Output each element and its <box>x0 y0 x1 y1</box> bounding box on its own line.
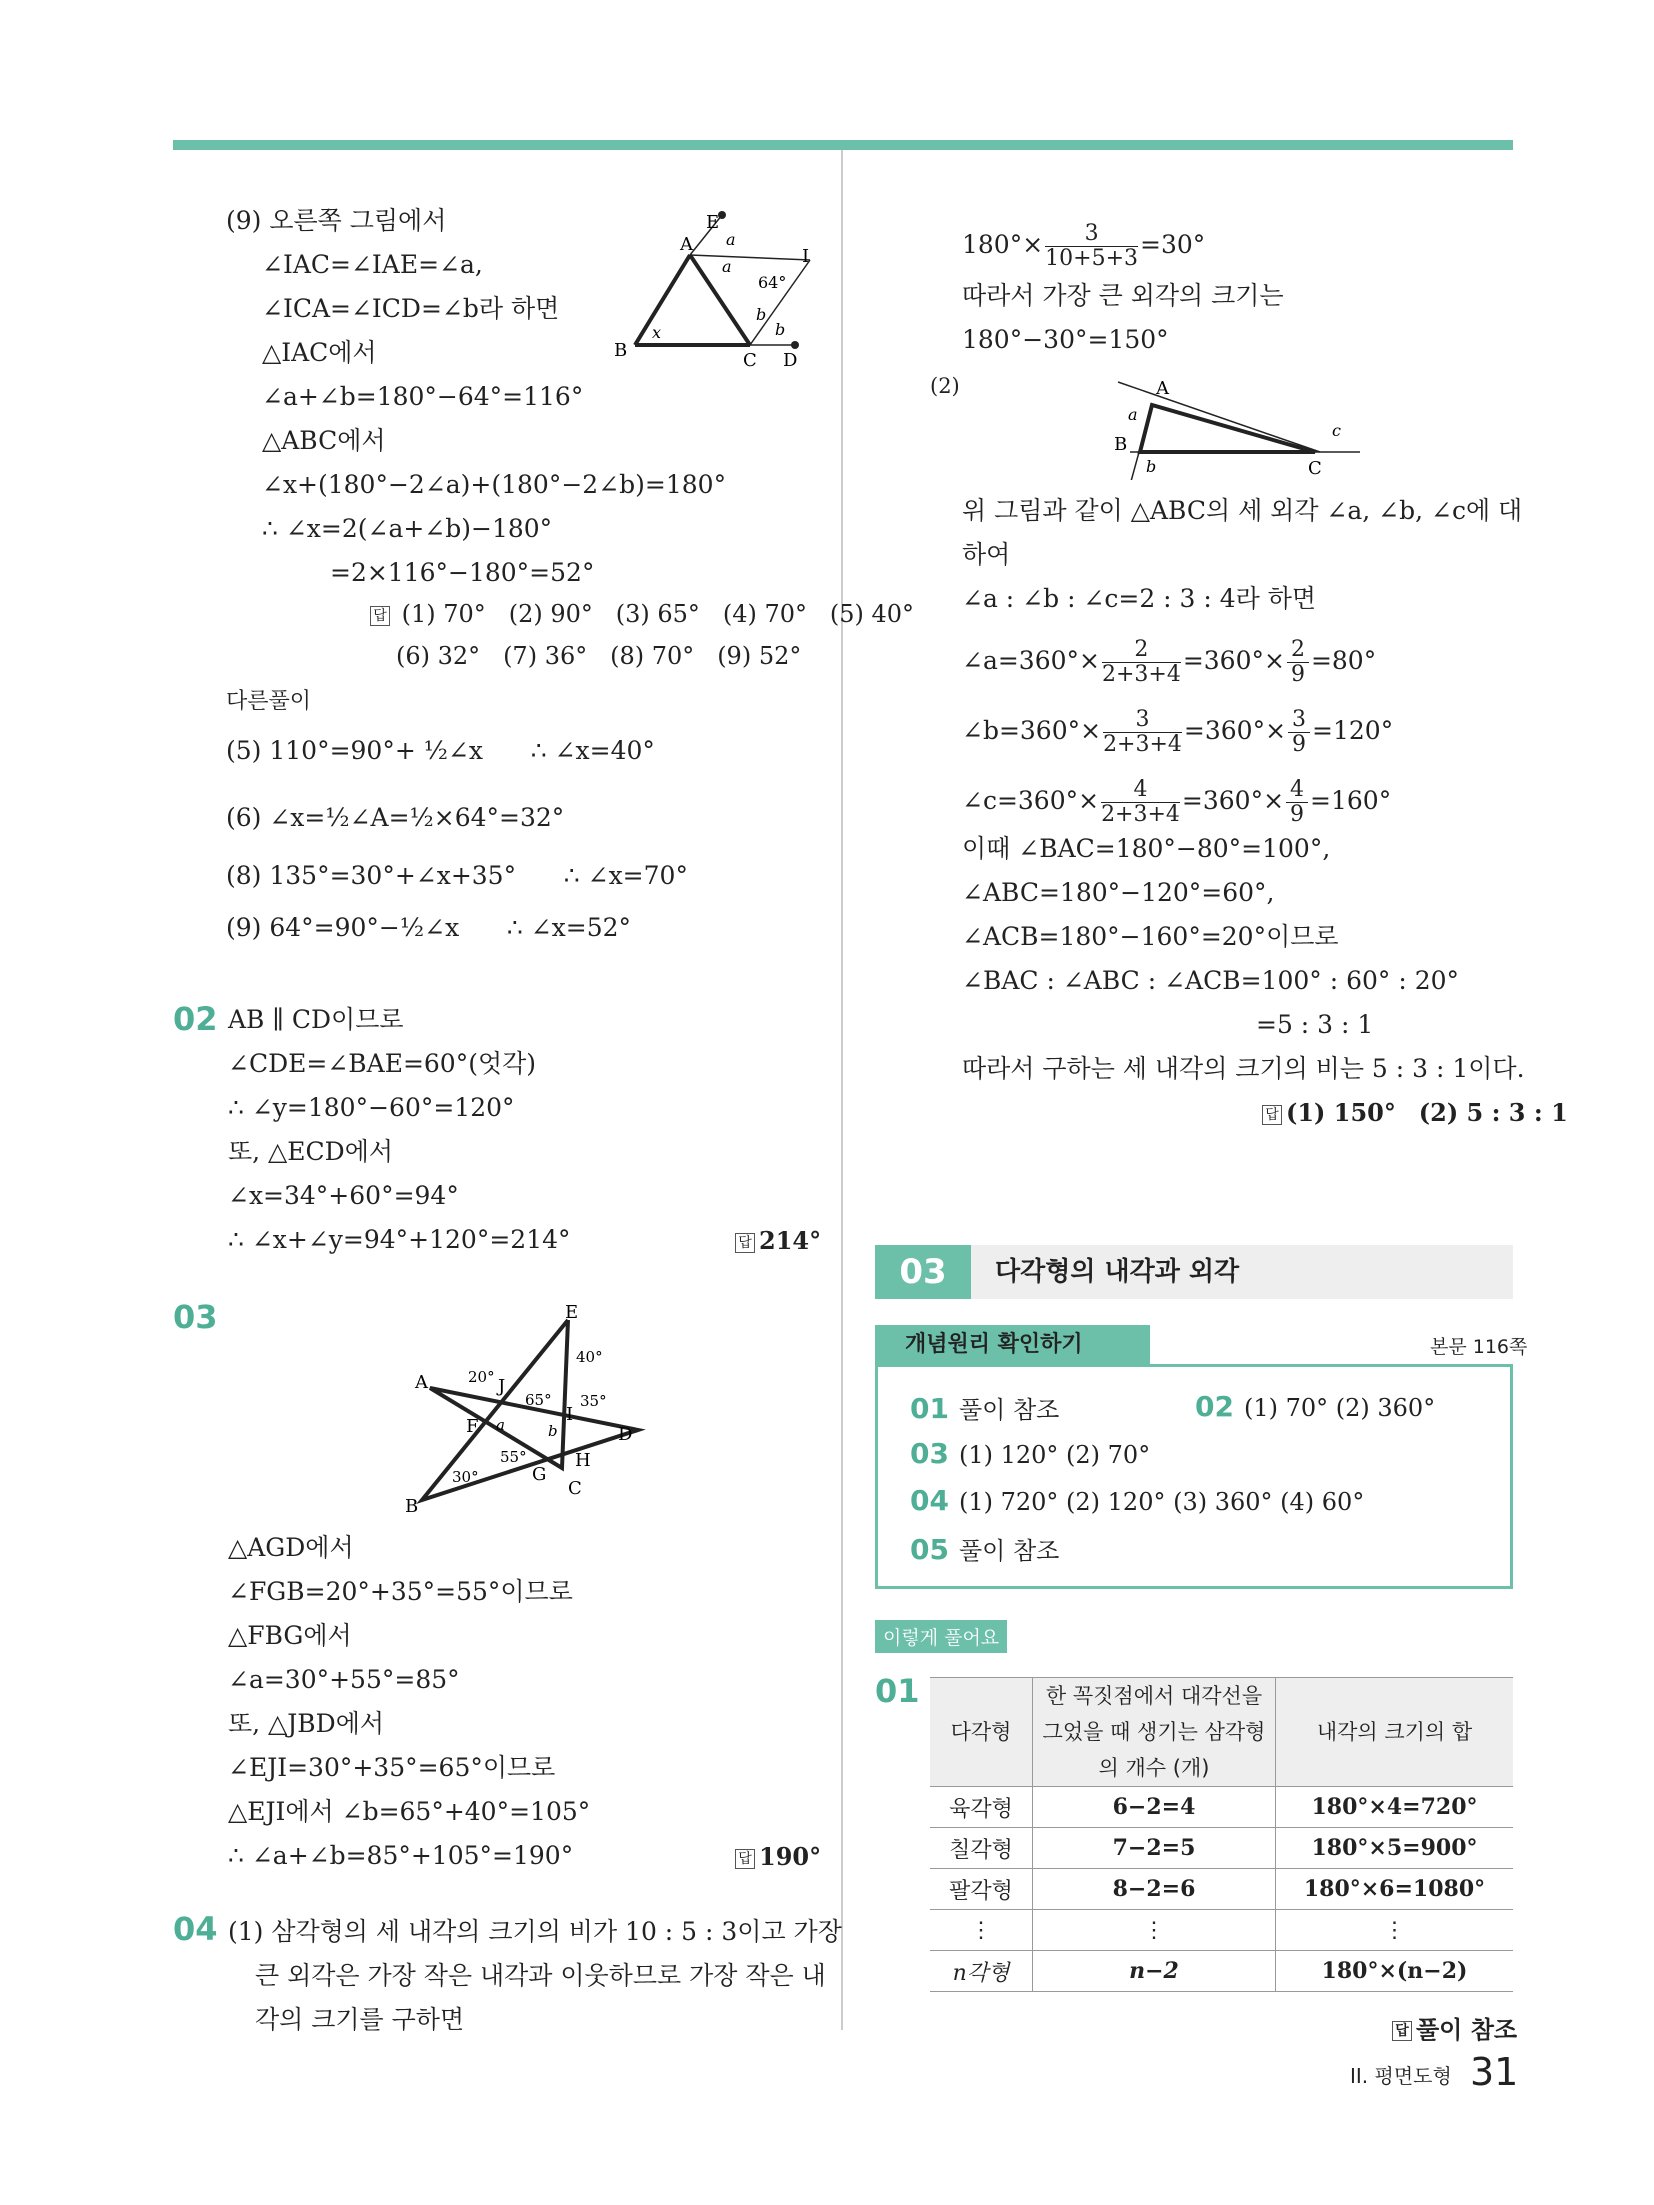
table-cell: 180°×4=720° <box>1276 1787 1514 1828</box>
page-reference: 본문 116쪽 <box>1430 1336 1528 1358</box>
fig1-edge <box>690 255 810 260</box>
q02-line: ∴ ∠x+∠y=94°+120°=214° <box>228 1225 571 1254</box>
item-text: 풀이 참조 <box>958 1396 1060 1424</box>
fig1-label: C <box>743 350 757 370</box>
fig1-label: I <box>802 246 810 267</box>
table-row <box>930 1910 1513 1951</box>
r-line: ∠BAC : ∠ABC : ∠ACB=100° : 60° : 20° <box>962 966 1460 995</box>
alt-text: ½×64°=32° <box>409 803 565 832</box>
fig3-label: F <box>466 1416 479 1437</box>
r-line: 이때 ∠BAC=180°−80°=100°, <box>962 834 1331 863</box>
q04-line: 각의 크기를 구하면 <box>255 2005 465 2034</box>
answer-mark: 답 <box>1392 2021 1412 2041</box>
right-answers <box>1262 1098 1568 1127</box>
p9-line: ∠IAC=∠IAE=∠a, <box>262 250 483 279</box>
fig3-label: 55° <box>500 1448 527 1466</box>
fig3-label: I <box>566 1404 574 1425</box>
item-number: 01 <box>910 1392 949 1425</box>
frac-num: 4 <box>1286 778 1308 803</box>
table-cell: 180°×(n−2) <box>1276 1951 1514 1992</box>
table-row <box>930 1828 1513 1869</box>
problem-number: 02 <box>173 1000 218 1038</box>
figure-triangle-abc <box>1110 370 1370 480</box>
fig1-label: a <box>722 257 732 276</box>
alt-text: ½∠x <box>423 736 484 765</box>
p9-line: △IAC에서 <box>262 338 377 367</box>
answer-mark: 답 <box>1262 1105 1282 1125</box>
r-text: ∠c=360°× <box>962 786 1100 815</box>
fig3-label: 65° <box>525 1391 552 1409</box>
item-number: 03 <box>910 1437 949 1470</box>
r-text: =80° <box>1310 646 1377 675</box>
concept-item <box>910 1484 1364 1517</box>
table-cell: 육각형 <box>930 1787 1033 1828</box>
q04-line: 큰 외각은 가장 작은 내각과 이웃하므로 가장 작은 내 <box>255 1961 826 1990</box>
r-text: =160° <box>1310 786 1392 815</box>
answer-value: (1) 150° <box>1286 1098 1396 1127</box>
r-text: 180°× <box>962 230 1044 259</box>
fig1-label: a <box>726 230 736 249</box>
frac-num: 3 <box>1103 708 1182 733</box>
fraction <box>1103 708 1182 757</box>
column-divider <box>841 150 843 2030</box>
answer-item: (3) 65° <box>615 600 700 628</box>
table-cell: 팔각형 <box>930 1869 1033 1910</box>
problem-number: 01 <box>875 1672 920 1710</box>
q02-line: 또, △ECD에서 <box>228 1137 393 1166</box>
table-cell: 8−2=6 <box>1033 1869 1276 1910</box>
alt-text: ½∠x <box>399 913 460 942</box>
fig3-label: 20° <box>468 1368 495 1386</box>
alt-text: (6) ∠x= <box>226 803 326 832</box>
frac-num: 2 <box>1102 638 1181 663</box>
alt-text: (8) 135°=30°+∠x+35° <box>226 861 517 890</box>
table-header: 내각의 크기의 합 <box>1276 1678 1514 1787</box>
r-text: =360°× <box>1183 716 1287 745</box>
q03-line: △FBG에서 <box>228 1621 352 1650</box>
fraction <box>1287 638 1309 687</box>
fig3-label: B <box>405 1496 419 1517</box>
answer-mark: 답 <box>735 1849 755 1869</box>
fig2-label: a <box>1128 405 1138 424</box>
r-frac-line-c <box>962 778 1391 827</box>
answer-item: (4) 70° <box>722 600 807 628</box>
r-text: =360°× <box>1182 646 1285 675</box>
r-text: ∠a=360°× <box>962 646 1100 675</box>
p9-line: (9) 오른쪽 그림에서 <box>226 206 447 235</box>
frac-num: 3 <box>1045 222 1138 247</box>
answer-mark: 답 <box>735 1233 755 1253</box>
q02-answer <box>735 1226 821 1255</box>
table-row <box>930 1869 1513 1910</box>
q03-line: ∠FGB=20°+35°=55°이므로 <box>228 1577 573 1606</box>
table-row <box>930 1951 1513 1992</box>
fig1-edge <box>635 255 690 345</box>
q03-line: ∴ ∠a+∠b=85°+105°=190° <box>228 1841 574 1870</box>
frac-num: 2 <box>1287 638 1309 663</box>
answer-value: 190° <box>759 1842 822 1871</box>
item-number: 05 <box>910 1533 949 1566</box>
part-label: (2) <box>930 374 960 398</box>
p9-line: ∠x+(180°−2∠a)+(180°−2∠b)=180° <box>262 470 727 499</box>
answer-item: (5) 40° <box>829 600 915 628</box>
alt-line-8 <box>226 860 688 892</box>
answer-value: 풀이 참조 <box>1416 2016 1518 2044</box>
table-answer <box>1392 2010 1517 2045</box>
q02-line: ∴ ∠y=180°−60°=120° <box>228 1093 515 1122</box>
answer-item: (8) 70° <box>610 642 695 670</box>
table-cell: 6−2=4 <box>1033 1787 1276 1828</box>
alt-line-5 <box>226 735 655 767</box>
table-row <box>930 1787 1513 1828</box>
fig3-label: 35° <box>580 1392 607 1410</box>
answer-row-2 <box>396 642 801 670</box>
table-cell: n각형 <box>930 1951 1033 1992</box>
q02-line: AB ∥ CD이므로 <box>228 1005 404 1034</box>
item-text: 풀이 참조 <box>958 1537 1060 1565</box>
answer-row-1 <box>370 600 914 628</box>
r-text: ∠b=360°× <box>962 716 1102 745</box>
frac-den: 2+3+4 <box>1103 732 1182 757</box>
fig1-label: b <box>756 305 767 324</box>
item-text: (1) 720° (2) 120° (3) 360° (4) 60° <box>958 1488 1365 1516</box>
r-frac-line-a <box>962 638 1376 687</box>
q03-line: △EJI에서 ∠b=65°+40°=105° <box>228 1797 591 1826</box>
fig1-point <box>718 211 726 219</box>
q04-line: (1) 삼각형의 세 내각의 크기의 비가 10 : 5 : 3이고 가장 <box>228 1917 842 1946</box>
frac-num: 3 <box>1288 708 1310 733</box>
section-number: 03 <box>875 1245 971 1299</box>
fig1-label: B <box>614 340 628 361</box>
q03-line: 또, △JBD에서 <box>228 1709 385 1738</box>
fig2-label: C <box>1308 458 1322 479</box>
frac-den: 9 <box>1290 802 1305 827</box>
page-number: 31 <box>1470 2050 1519 2094</box>
answer-item: (9) 52° <box>717 642 802 670</box>
problem-number: 03 <box>173 1298 218 1336</box>
problem-number: 04 <box>173 1910 218 1948</box>
fig3-label: G <box>532 1464 547 1485</box>
p9-line: △ABC에서 <box>262 426 386 455</box>
q03-line: ∠EJI=30°+35°=65°이므로 <box>228 1753 556 1782</box>
answer-value: 214° <box>759 1226 822 1255</box>
frac-den: 2+3+4 <box>1101 662 1181 687</box>
concept-item <box>1195 1390 1435 1423</box>
q03-line: ∠a=30°+55°=85° <box>228 1665 460 1694</box>
fraction <box>1101 778 1180 827</box>
frac-den: 10+5+3 <box>1045 246 1139 271</box>
fig1-label: x <box>652 323 662 342</box>
alt-text: ∴ ∠x=52° <box>506 913 632 942</box>
table-cell: 7−2=5 <box>1033 1828 1276 1869</box>
answer-item: (2) 90° <box>508 600 593 628</box>
q03-line: △AGD에서 <box>228 1533 354 1562</box>
r-text: =360°× <box>1181 786 1285 815</box>
fig3-label: H <box>575 1450 591 1471</box>
fig3-label: 30° <box>452 1468 479 1486</box>
figure-triangle-aic <box>610 210 820 370</box>
table-cell: 180°×6=1080° <box>1276 1869 1514 1910</box>
explain-tag: 이렇게 풀어요 <box>875 1620 1007 1653</box>
q03-answer <box>735 1842 821 1871</box>
alt-text: ∴ ∠x=40° <box>530 736 655 765</box>
table-cell: ⋮ <box>930 1910 1033 1951</box>
alt-text: ∴ ∠x=70° <box>563 861 688 890</box>
fig3-label: J <box>498 1376 506 1397</box>
table-cell: n−2 <box>1033 1951 1276 1992</box>
fraction <box>1102 638 1181 687</box>
r-line: 따라서 구하는 세 내각의 크기의 비는 5 : 3 : 1이다. <box>962 1054 1525 1083</box>
fig3-label: C <box>568 1478 582 1499</box>
r-frac-line-b <box>962 708 1393 757</box>
q02-line: ∠CDE=∠BAE=60°(엇각) <box>228 1049 537 1078</box>
table-cell: 180°×5=900° <box>1276 1828 1514 1869</box>
fig2-label: b <box>1146 457 1157 476</box>
q02-line: ∠x=34°+60°=94° <box>228 1181 459 1210</box>
fig1-edge <box>690 255 750 345</box>
fig2-label: c <box>1332 421 1341 440</box>
fig3-label: b <box>548 1422 558 1440</box>
r-line: 하여 <box>962 540 1011 569</box>
concept-item <box>910 1437 1150 1470</box>
item-text: (1) 70° (2) 360° <box>1243 1394 1436 1422</box>
frac-den: 9 <box>1290 662 1305 687</box>
answer-item: (6) 32° <box>396 642 481 670</box>
fig1-label: A <box>680 234 693 255</box>
p9-line: =2×116°−180°=52° <box>330 558 595 587</box>
alt-text: (5) 110°=90°+ <box>226 736 416 765</box>
fig3-label: A <box>415 1372 428 1393</box>
r-text: =30° <box>1140 230 1206 259</box>
fig3-label: D <box>618 1424 633 1445</box>
answer-item: (7) 36° <box>503 642 588 670</box>
r-frac-line <box>962 222 1205 271</box>
chapter-label: II. 평면도형 <box>1350 2064 1452 2088</box>
top-accent-bar <box>173 140 1513 150</box>
alt-line-6 <box>226 802 564 834</box>
fraction <box>1045 222 1138 271</box>
table-cell: ⋮ <box>1033 1910 1276 1951</box>
alt-text: ½∠A= <box>325 803 410 832</box>
r-text: =120° <box>1312 716 1394 745</box>
r-line: 위 그림과 같이 △ABC의 세 외각 ∠a, ∠b, ∠c에 대 <box>962 496 1523 525</box>
concept-tab: 개념원리 확인하기 <box>875 1325 1150 1365</box>
frac-num: 4 <box>1101 778 1180 803</box>
r-line: ∠a : ∠b : ∠c=2 : 3 : 4라 하면 <box>962 584 1317 613</box>
answer-value: (2) 5 : 3 : 1 <box>1418 1098 1568 1127</box>
fig3-label: a <box>496 1416 505 1434</box>
concept-item <box>910 1531 1059 1566</box>
table-cell: 칠각형 <box>930 1828 1033 1869</box>
frac-den: 2+3+4 <box>1101 802 1180 827</box>
alt-solution-title: 다른풀이 <box>226 689 312 714</box>
item-text: (1) 120° (2) 70° <box>958 1441 1151 1469</box>
r-line: ∠ACB=180°−160°=20°이므로 <box>962 922 1339 951</box>
fig3-label: E <box>565 1302 579 1323</box>
p9-line: ∠ICA=∠ICD=∠b라 하면 <box>262 294 560 323</box>
item-number: 04 <box>910 1484 949 1517</box>
concept-item <box>910 1390 1059 1425</box>
fig2-label: B <box>1114 434 1128 455</box>
fig1-label: E <box>706 212 720 233</box>
r-line: ∠ABC=180°−120°=60°, <box>962 878 1275 907</box>
r-line: 따라서 가장 큰 외각의 크기는 <box>962 281 1284 310</box>
fig2-triangle <box>1140 405 1315 452</box>
fig2-label: A <box>1156 378 1169 399</box>
alt-text: (9) 64°=90°− <box>226 913 400 942</box>
fig1-point <box>791 341 799 349</box>
answer-mark: 답 <box>370 606 390 626</box>
table-header-row <box>930 1678 1513 1787</box>
fraction <box>1288 708 1310 757</box>
fraction <box>1286 778 1308 827</box>
section-title: 다각형의 내각과 외각 <box>995 1257 1240 1287</box>
table-cell: ⋮ <box>1276 1910 1514 1951</box>
r-line: 180°−30°=150° <box>962 325 1169 354</box>
answer-item: (1) 70° <box>401 600 486 628</box>
alt-line-9 <box>226 912 631 944</box>
fig1-label: D <box>783 350 798 370</box>
item-number: 02 <box>1195 1390 1234 1423</box>
fig1-label: 64° <box>758 273 787 292</box>
table-header: 한 꼭짓점에서 대각선을 그었을 때 생기는 삼각형의 개수 (개) <box>1033 1678 1276 1787</box>
polygon-table <box>930 1677 1513 1992</box>
fig1-label: b <box>775 320 786 339</box>
table-header: 다각형 <box>930 1678 1033 1787</box>
p9-line: ∠a+∠b=180°−64°=116° <box>262 382 584 411</box>
r-line: =5 : 3 : 1 <box>1256 1010 1374 1039</box>
p9-line: ∴ ∠x=2(∠a+∠b)−180° <box>262 514 553 543</box>
frac-den: 9 <box>1292 732 1307 757</box>
fig3-label: 40° <box>576 1348 603 1366</box>
figure-star <box>400 1300 650 1520</box>
